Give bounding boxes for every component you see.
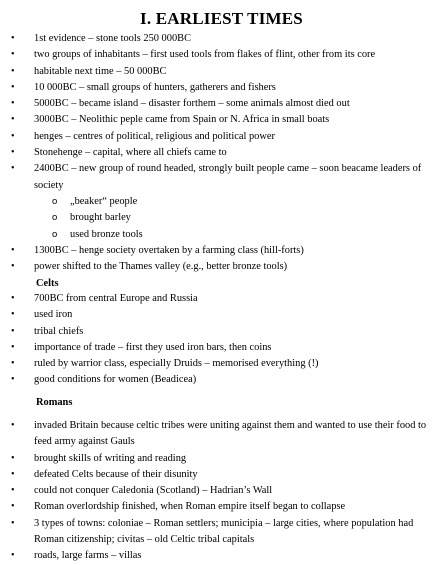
list-item: [0, 80, 443, 96]
bullet-icon: •: [11, 325, 15, 337]
list-item-text: 3 types of towns: coloniae – Roman settlers; municipia – large cities, where population had Roman citizenship; civitas – old Celtic tribal capitals: [34, 517, 414, 546]
list-item: [0, 483, 443, 499]
document-title: I. EARLIEST TIMES: [140, 9, 303, 28]
list-item: [0, 516, 443, 549]
bullet-icon: •: [11, 452, 15, 464]
list-item: [0, 161, 443, 194]
circle-bullet-icon: o: [52, 212, 58, 224]
bullet-icon: •: [11, 98, 15, 110]
list-item-text: ruled by warrior class, especially Druids – memorised everything (!): [34, 358, 319, 370]
list-item: [0, 451, 443, 467]
list-item: [0, 356, 443, 372]
bullet-icon: •: [11, 65, 15, 77]
list-item: [0, 324, 443, 340]
list-item-text: importance of trade – first they used iron bars, then coins: [34, 341, 272, 353]
list-item-text: Stonehenge – capital, where all chiefs came to: [34, 147, 227, 159]
list-item-text: 2400BC – new group of round headed, strongly built people came – soon beacame leaders of society: [34, 163, 422, 191]
circle-bullet-icon: o: [52, 195, 58, 207]
bullet-icon: •: [11, 147, 15, 159]
list-item: [0, 291, 443, 307]
list-item-text: roads, large farms – villas: [34, 550, 142, 562]
list-item-text: brought skills of writing and reading: [34, 452, 187, 464]
list-item: [0, 145, 443, 161]
list-item-text: 5000BC – became island – disaster forthem – some animals almost died out: [34, 98, 350, 110]
list-item-text: used iron: [34, 309, 73, 321]
list-item: [0, 243, 443, 259]
circle-bullet-icon: o: [52, 228, 58, 240]
earliest-times-list: [0, 31, 443, 275]
list-item: [0, 499, 443, 515]
bullet-icon: •: [11, 468, 15, 480]
bullet-icon: •: [11, 358, 15, 370]
romans-list: [0, 418, 443, 565]
bullet-icon: •: [11, 114, 15, 126]
bullet-icon: •: [11, 420, 15, 431]
bullet-icon: •: [11, 501, 15, 513]
bullet-icon: •: [11, 517, 15, 529]
list-item: [0, 467, 443, 483]
list-item-text: habitable next time – 50 000BC: [34, 65, 167, 77]
bullet-icon: •: [11, 374, 15, 386]
list-item-text: 700BC from central Europe and Russia: [34, 293, 198, 304]
list-item: [0, 259, 443, 275]
list-item-text: henges – centres of political, religious and political power: [34, 130, 275, 142]
bullet-icon: •: [11, 261, 15, 273]
list-item: [0, 96, 443, 112]
bullet-icon: •: [11, 293, 15, 304]
celts-list: [0, 291, 443, 389]
bullet-icon: •: [11, 49, 15, 61]
list-item-text: two groups of inhabitants – first used tools from flakes of flint, other from its core: [34, 49, 376, 61]
list-item: [0, 372, 443, 388]
bullet-icon: •: [11, 550, 15, 562]
sub-list-item-text: „beaker“ people: [70, 195, 138, 207]
bullet-icon: •: [11, 163, 15, 175]
list-item-text: could not conquer Caledonia (Scotland) – Hadrian’s Wall: [34, 485, 273, 497]
list-item-text: tribal chiefs: [34, 325, 84, 337]
list-item: [0, 64, 443, 80]
bullet-icon: •: [11, 33, 15, 44]
bullet-icon: •: [11, 309, 15, 321]
list-item-text: 3000BC – Neolithic peple came from Spain or N. Africa in small boats: [34, 114, 330, 126]
list-item-text: 1st evidence – stone tools 250 000BC: [34, 33, 192, 44]
list-item-text: defeated Celts because of their disunity: [34, 468, 198, 480]
sub-list-item-text: used bronze tools: [70, 228, 143, 240]
list-item: [0, 31, 443, 47]
list-item: [0, 129, 443, 145]
list-item-text: 10 000BC – small groups of hunters, gatherers and fishers: [34, 81, 276, 93]
list-item: [0, 548, 443, 564]
bullet-icon: •: [11, 130, 15, 142]
bullet-icon: •: [11, 244, 15, 256]
sub-list-item: [0, 227, 443, 243]
list-item-text: good conditions for women (Beadicea): [34, 374, 197, 386]
list-item: [0, 340, 443, 356]
list-item: [0, 307, 443, 323]
sub-list-item: [0, 210, 443, 226]
celts-heading: Celts: [36, 278, 59, 289]
list-item: [0, 47, 443, 63]
list-item: [0, 112, 443, 128]
sub-list-item: [0, 194, 443, 210]
list-item-text: invaded Britain because celtic tribes were uniting against them and wanted to use their food to feed army against Gauls: [34, 420, 427, 448]
list-item-text: 1300BC – henge society overtaken by a farming class (hill-forts): [34, 244, 304, 256]
list-item-text: Roman overlordship finished, when Roman empire itself began to collapse: [34, 501, 346, 513]
bullet-icon: •: [11, 485, 15, 497]
romans-heading: Romans: [36, 397, 73, 408]
sub-list-item-text: brought barley: [70, 212, 131, 224]
list-item: [0, 418, 443, 451]
bullet-icon: •: [11, 341, 15, 353]
bullet-icon: •: [11, 81, 15, 93]
list-item-text: power shifted to the Thames valley (e.g., better bronze tools): [34, 261, 288, 273]
